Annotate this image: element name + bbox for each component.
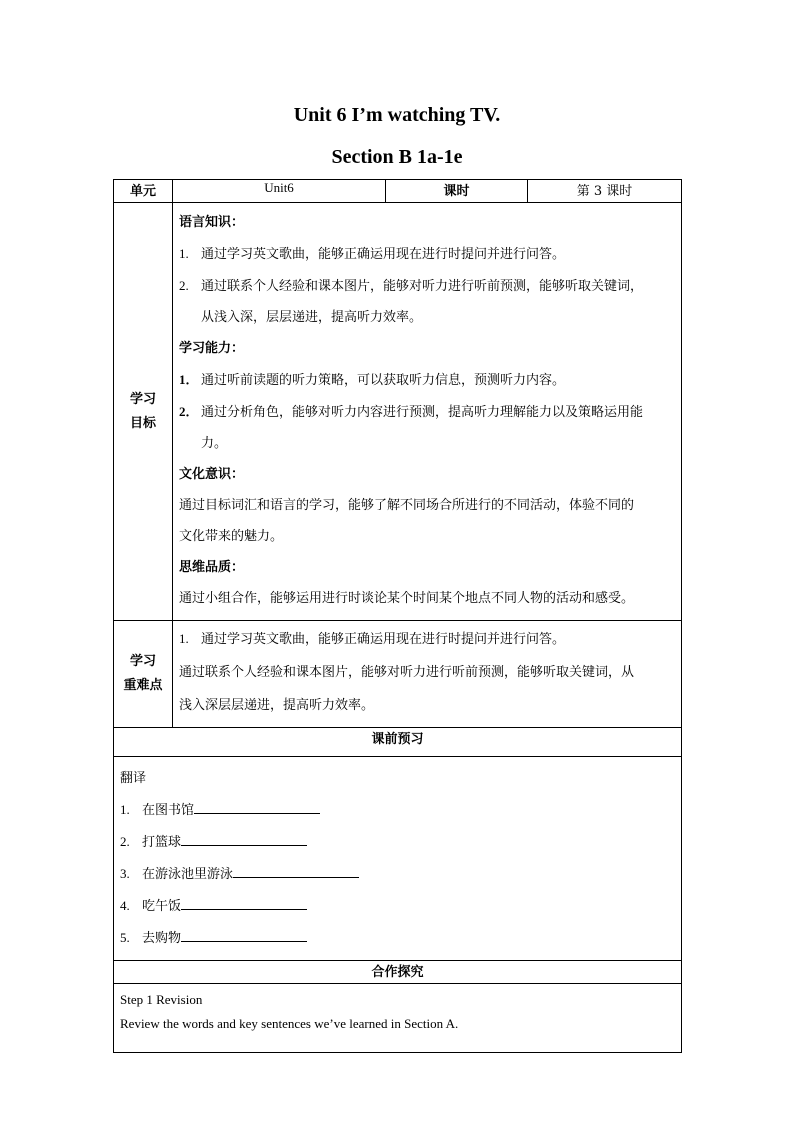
preview-item-5: 5. 去购物 <box>120 922 675 954</box>
language-item-1: 1. 通过学习英文歌曲，能够正确运用现在进行时提问并进行问答。 <box>179 246 566 262</box>
step-text: Review the words and key sentences we’ve learned in Section A. <box>120 1016 459 1031</box>
answer-blank[interactable] <box>181 833 307 846</box>
preview-heading: 翻译 <box>120 771 147 786</box>
ability-item-2: 2． 通过分析角色，能够对听力内容进行预测，提高听力理解能力以及策略运用能 <box>179 404 644 420</box>
period-label: 课时 <box>386 180 528 203</box>
key-points-label <box>114 621 173 728</box>
preview-section-title: 课前预习 <box>114 728 682 757</box>
key-points-label-line1: 学习 <box>129 654 156 669</box>
thinking-heading: 思维品质： <box>179 560 245 575</box>
page-subtitle: Section B 1a-1e <box>331 146 463 168</box>
key-points-text-1: 通过联系个人经验和课本图片，能够对听力进行听前预测，能够听取关键词，从 <box>179 665 635 680</box>
preview-item-2: 2. 打篮球 <box>120 826 675 858</box>
answer-blank[interactable] <box>181 929 307 942</box>
lesson-table <box>113 179 682 1053</box>
objectives-row <box>114 203 682 621</box>
preview-item-3: 3. 在游泳池里游泳 <box>120 858 675 890</box>
answer-blank[interactable] <box>194 801 320 814</box>
objectives-label-line1: 学习 <box>129 391 156 407</box>
key-points-row <box>114 621 682 728</box>
cooperation-section-title: 合作探究 <box>114 961 682 984</box>
key-points-item-1: 1. 通过学习英文歌曲，能够正确运用现在进行时提问并进行问答。 <box>179 631 566 647</box>
preview-content <box>114 757 682 961</box>
key-points-label-line2: 重难点 <box>123 678 163 693</box>
key-points-content <box>173 621 682 728</box>
preview-item-4: 4. 吃午饭 <box>120 890 675 922</box>
thinking-text: 通过小组合作，能够运用进行时谈论某个时间某个地点不同人物的活动和感受。 <box>179 591 635 606</box>
objectives-label-line2: 目标 <box>129 415 156 431</box>
step-title: Step 1 Revision <box>120 992 203 1007</box>
cooperation-section-row <box>114 961 682 984</box>
key-points-text-2: 浅入深层层递进，提高听力效率。 <box>179 698 375 713</box>
language-item-2-cont: 从浅入深，层层递进，提高听力效率。 <box>201 310 423 325</box>
ability-item-2-cont: 力。 <box>201 436 228 451</box>
page-title: Unit 6 I’m watching TV. <box>293 104 501 126</box>
ability-item-1: 1． 通过听前读题的听力策略，可以获取听力信息，预测听力内容。 <box>179 372 566 388</box>
ability-heading: 学习能力： <box>179 341 245 356</box>
preview-row <box>114 757 682 961</box>
header-row <box>114 180 682 203</box>
language-heading: 语言知识： <box>179 215 245 230</box>
culture-text-1: 通过目标词汇和语言的学习，能够了解不同场合所进行的不同活动，体验不同的 <box>179 498 635 513</box>
unit-label: 单元 <box>114 180 173 203</box>
answer-blank[interactable] <box>181 897 307 910</box>
preview-section-row <box>114 728 682 757</box>
language-item-2: 2. 通过联系个人经验和课本图片，能够对听力进行听前预测，能够听取关键词， <box>179 278 644 294</box>
culture-heading: 文化意识： <box>179 467 245 482</box>
preview-item-1: 1. 在图书馆 <box>120 794 675 826</box>
objectives-label <box>114 203 173 621</box>
cooperation-row <box>114 984 682 1053</box>
objectives-content <box>173 203 682 621</box>
culture-text-2: 文化带来的魅力。 <box>179 529 284 544</box>
answer-blank[interactable] <box>233 865 359 878</box>
period-value: 第 3 课时 <box>528 180 682 203</box>
cooperation-content <box>114 984 682 1053</box>
unit-value: Unit6 <box>173 180 386 203</box>
